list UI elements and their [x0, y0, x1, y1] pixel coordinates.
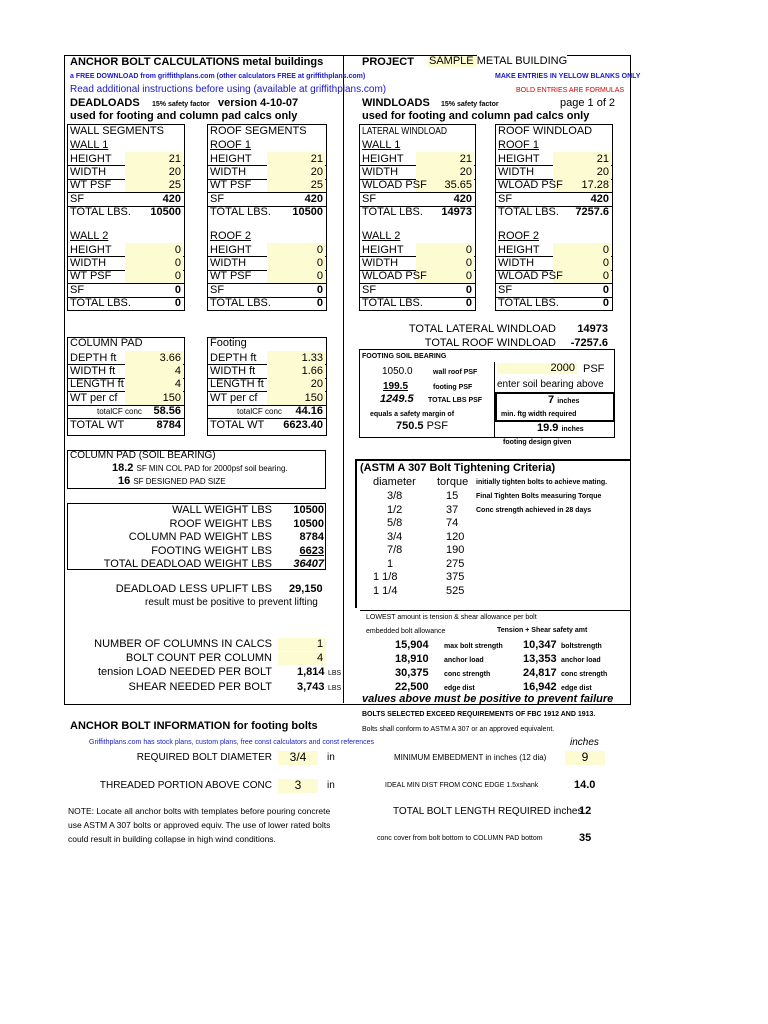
astm-torque: 37	[446, 503, 459, 516]
wind-wall1-value: 420	[453, 192, 472, 205]
dead-roof1-label: SF	[210, 192, 225, 205]
positive-note: result must be positive to prevent lifting	[145, 597, 318, 608]
wind-roof2-name: ROOF 2	[498, 230, 539, 242]
wind-roof1-label: WLOAD PSF	[498, 179, 563, 192]
dead-wall1-value: 10500	[150, 206, 181, 219]
inches-label: inches	[570, 737, 599, 748]
column-pad-value: 8784	[156, 418, 181, 431]
wind-roof1-label: SF	[498, 192, 513, 205]
wind-wall1-value: 14973	[441, 206, 472, 219]
footing-label: WT per cf	[210, 391, 258, 404]
wind-roof2-value[interactable]: 0	[602, 270, 609, 283]
dead-wall2-label: WT PSF	[70, 270, 112, 283]
wind-wall1-label: WIDTH	[362, 165, 399, 178]
astm-torque: 120	[446, 530, 465, 543]
info-title: ANCHOR BOLT INFORMATION for footing bolts	[70, 720, 318, 732]
dead-roof2-label: SF	[210, 283, 225, 296]
allow-bolt-value: 30,375	[395, 667, 429, 679]
column-pad-label: WT per cf	[70, 391, 118, 404]
note-line2: use ASTM A 307 bolts or approved equiv. The use of lower rated bolts	[68, 820, 331, 830]
total-roof-label: TOTAL ROOF WINDLOAD	[424, 337, 556, 349]
weight-label: WALL WEIGHT LBS	[172, 504, 272, 516]
dead-wall2-label: SF	[70, 283, 85, 296]
footing-label: WIDTH ft	[210, 364, 256, 377]
sheet-title: ANCHOR BOLT CALCULATIONS metal buildings	[70, 56, 324, 68]
wind-wall2-value[interactable]: 0	[465, 243, 472, 256]
dead-roof2-name: ROOF 2	[210, 230, 251, 242]
deadloads-safety: 15% safety factor	[152, 101, 210, 108]
footing-label: totalCF conc	[237, 406, 282, 416]
astm-torque: 15	[446, 490, 459, 502]
windloads-title: WINDLOADS	[362, 97, 430, 109]
astm-torque: 74	[446, 517, 459, 529]
dead-roof2-rule	[207, 283, 327, 284]
allowance-top-rule	[360, 610, 631, 611]
weight-value: 6623	[299, 544, 324, 557]
tension-shear-label: Tension + Shear safety amt	[497, 627, 588, 634]
column-pad-value[interactable]: 150	[162, 391, 181, 404]
edge-label: IDEAL MIN DIST FROM CONC EDGE 1.5xshank	[385, 782, 539, 789]
dead-roof2-value[interactable]: 0	[316, 243, 323, 256]
wind-roof1-label: TOTAL LBS.	[498, 206, 559, 219]
dead-wall2-name: WALL 2	[70, 230, 109, 242]
center-rule	[343, 55, 344, 703]
column-pad-value[interactable]: 4	[174, 364, 181, 377]
total-lateral-value: 14973	[577, 323, 608, 335]
column-soil-title: COLUMN PAD (SOIL BEARING)	[70, 450, 216, 461]
wind-roof1-value: 420	[590, 192, 609, 205]
column-pad-label: COLUMN PAD	[70, 337, 143, 349]
column-pad-label: totalCF conc	[97, 406, 142, 416]
design-width: 19.9 inches	[537, 422, 584, 434]
allow-bolt-label: anchor load	[444, 657, 484, 664]
column-row-value: 3,743	[297, 680, 325, 693]
dead-roof1-label: WT PSF	[210, 179, 252, 192]
astm-torque: 190	[446, 544, 465, 556]
astm-col-diameter: diameter	[373, 476, 416, 488]
column-row-value[interactable]: 4	[317, 652, 324, 665]
dead-roof1-value[interactable]: 25	[310, 179, 323, 192]
wind-roof2-label: SF	[498, 283, 513, 296]
deadloads-title: DEADLOADS	[70, 97, 140, 109]
roof-segments-label: ROOF SEGMENTS	[210, 125, 307, 137]
dead-roof1-name: ROOF 1	[210, 139, 251, 151]
footing-label: Footing	[210, 337, 247, 349]
make-entries-note: MAKE ENTRIES IN YELLOW BLANKS ONLY	[495, 73, 641, 80]
embedded-label: embedded bolt allowance	[366, 628, 446, 635]
soil-v3: 1249.5	[380, 393, 414, 405]
wind-wall2-rule	[359, 283, 476, 284]
dead-wall1-label: HEIGHT	[70, 152, 112, 165]
footing-value[interactable]: 1.33	[301, 351, 323, 364]
wind-wall2-value[interactable]: 0	[465, 270, 472, 283]
wind-roof1-label: WIDTH	[498, 165, 535, 178]
wind-roof2-label: TOTAL LBS.	[498, 297, 559, 310]
wind-roof1-name: ROOF 1	[498, 139, 539, 151]
cover-value: 35	[579, 832, 592, 844]
left-rule	[64, 55, 65, 705]
dead-wall2-rule	[67, 283, 185, 284]
astm-diameter: 7/8	[387, 544, 403, 556]
version-label: version 4-10-07	[218, 97, 299, 109]
wind-roof2-value[interactable]: 0	[602, 256, 609, 269]
weight-value: 8784	[299, 531, 324, 543]
wind-roof1-value[interactable]: 17.28	[581, 179, 609, 192]
dead-roof1-value[interactable]: 21	[310, 152, 323, 165]
wind-roof1-value[interactable]: 21	[596, 152, 609, 165]
allow-safety-value: 10,347	[523, 639, 557, 651]
astm-diameter: 3/8	[387, 490, 403, 502]
column-row-value: 1,814	[297, 666, 325, 679]
allow-bolt-value: 22,500	[395, 681, 429, 693]
wind-roof1-value: 7257.6	[575, 206, 609, 219]
embed-value[interactable]: 9	[565, 751, 605, 765]
astm-diameter: 1 1/8	[373, 571, 398, 583]
windloads-subtitle: used for footing and column pad calcs only	[362, 110, 590, 122]
dead-roof2-label: HEIGHT	[210, 243, 252, 256]
wind-wall1-label: SF	[362, 192, 377, 205]
allow-safety-value: 24,817	[523, 667, 557, 679]
wind-wall1-name: WALL 1	[362, 139, 401, 151]
astm-diameter: 1 1/4	[373, 584, 398, 597]
wind-wall2-label: WLOAD PSF	[362, 270, 427, 283]
dead-roof2-value: 0	[316, 283, 323, 296]
footing-label: LENGTH ft	[210, 378, 264, 391]
dead-wall2-value[interactable]: 0	[174, 270, 181, 283]
dead-wall1-value[interactable]: 25	[168, 179, 181, 192]
footing-value[interactable]: 150	[304, 391, 323, 404]
dead-roof2-value: 0	[316, 297, 323, 310]
wind-wall1-label: TOTAL LBS.	[362, 206, 423, 219]
astm-note3: Conc strength achieved in 28 days	[476, 507, 592, 514]
astm-col-torque: torque	[437, 476, 469, 488]
wind-wall2-label: WIDTH	[362, 256, 399, 269]
wind-wall1-value[interactable]: 20	[459, 165, 472, 178]
column-pad-label: DEPTH ft	[70, 351, 117, 364]
wind-roof2-value[interactable]: 0	[602, 243, 609, 256]
soil-v1: 1050.0	[382, 366, 413, 377]
project-name[interactable]: SAMPLE METAL BUILDING	[429, 55, 568, 67]
column-row-label: NUMBER OF COLUMNS IN CALCS	[94, 638, 272, 650]
dead-wall1-value[interactable]: 21	[168, 152, 181, 165]
dead-wall2-value: 0	[174, 283, 181, 296]
download-note[interactable]: a FREE DOWNLOAD from griffithplans.com (other calculators FREE at griffithplans.com)	[70, 73, 366, 80]
column-pad-label: LENGTH ft	[70, 378, 124, 391]
wind-wall2-value[interactable]: 0	[465, 256, 472, 269]
total-roof-value: -7257.6	[570, 337, 608, 349]
length-label: TOTAL BOLT LENGTH REQUIRED inches	[393, 806, 583, 817]
column-row-label: BOLT COUNT PER COLUMN	[125, 652, 272, 665]
wind-wall1-value[interactable]: 35.65	[444, 179, 472, 192]
weight-label: TOTAL DEADLOAD WEIGHT LBS	[103, 558, 272, 570]
wall-segments-label: WALL SEGMENTS	[70, 125, 164, 137]
soil-l2: footing PSF	[433, 384, 473, 391]
dead-wall2-label: WIDTH	[70, 256, 107, 269]
column-pad-value[interactable]: 4	[174, 378, 181, 391]
weight-value: 10500	[293, 517, 324, 530]
min-width: 7 inches	[548, 394, 580, 406]
allow-safety-label: boltstrength	[561, 643, 602, 650]
windloads-safety: 15% safety factor	[441, 101, 499, 108]
dead-roof1-label: TOTAL LBS.	[210, 206, 271, 219]
footing-value[interactable]: 20	[310, 378, 323, 391]
astm-torque: 375	[446, 571, 465, 583]
astm-diameter: 5/8	[387, 517, 403, 529]
dead-roof1-value[interactable]: 20	[310, 165, 323, 178]
less-uplift-label: DEADLOAD LESS UPLIFT LBS	[115, 583, 272, 595]
wind-wall1-label: WLOAD PSF	[362, 179, 427, 192]
thread-label: THREADED PORTION ABOVE CONC	[99, 780, 272, 791]
thread-unit: in	[327, 780, 335, 791]
wind-wall2-label: HEIGHT	[362, 243, 404, 256]
soil-enter-label: enter soil bearing above	[497, 379, 604, 390]
diam-input[interactable]: 3/4	[278, 751, 318, 765]
total-lateral-label: TOTAL LATERAL WINDLOAD	[408, 323, 556, 335]
allow-bolt-value: 18,910	[395, 653, 429, 665]
allow-safety-label: edge dist	[561, 685, 592, 692]
column-row-value[interactable]: 1	[317, 638, 324, 650]
diam-label: REQUIRED BOLT DIAMETER	[136, 752, 272, 763]
footing-value[interactable]: 1.66	[301, 364, 323, 377]
dead-wall2-value: 0	[174, 297, 181, 310]
deadloads-subtitle: used for footing and column pad calcs only	[70, 110, 298, 122]
project-label: PROJECT	[362, 56, 414, 68]
dead-roof2-label: WT PSF	[210, 270, 252, 283]
column-row-unit: LBS	[328, 684, 342, 692]
allow-safety-label: anchor load	[561, 657, 601, 664]
wind-roof2-label: WLOAD PSF	[498, 270, 563, 283]
wind-roof1-value[interactable]: 20	[596, 165, 609, 178]
wind-roof2-label: HEIGHT	[498, 243, 540, 256]
soil-title: FOOTING SOIL BEARING	[362, 353, 447, 360]
dead-wall2-label: TOTAL LBS.	[70, 297, 131, 310]
edge-value: 14.0	[574, 779, 596, 791]
dead-roof2-value[interactable]: 0	[316, 270, 323, 283]
stock-note[interactable]: Griffithplans.com has stock plans, custom plans, free const calculators and const references	[89, 739, 375, 746]
dead-roof1-value: 10500	[292, 206, 323, 219]
weight-value: 10500	[293, 504, 324, 516]
dead-wall1-value: 420	[162, 192, 181, 205]
footing-label: DEPTH ft	[210, 351, 257, 364]
wind-roof1-label: HEIGHT	[498, 152, 540, 165]
less-uplift-value: 29,150	[289, 583, 323, 595]
allowance-title: LOWEST amount is tension & shear allowance per bolt	[366, 614, 537, 621]
design-width-label: footing design given	[503, 439, 572, 446]
dead-roof2-label: WIDTH	[210, 256, 247, 269]
dead-wall1-value[interactable]: 20	[168, 165, 181, 178]
wind-wall1-value[interactable]: 21	[459, 152, 472, 165]
dead-wall1-name: WALL 1	[70, 139, 109, 151]
length-value: 12	[579, 805, 592, 817]
weight-label: FOOTING WEIGHT LBS	[151, 544, 272, 557]
dead-roof1-label: HEIGHT	[210, 152, 252, 165]
wind-wall2-label: SF	[362, 283, 377, 296]
astm-title: (ASTM A 307 Bolt Tightening Criteria)	[360, 462, 556, 474]
embed-label: MINIMUM EMBEDMENT in inches (12 dia)	[394, 753, 547, 762]
allow-bolt-label: max bolt strength	[444, 643, 503, 650]
weight-value: 36407	[293, 558, 324, 570]
cover-label: conc cover from bolt bottom to COLUMN PAD bottom	[377, 835, 543, 842]
lateral-windload-label: LATERAL WINDLOAD	[362, 126, 448, 137]
weight-label: COLUMN PAD WEIGHT LBS	[128, 531, 272, 543]
astm-diameter: 1	[387, 557, 394, 570]
dead-wall1-label: WT PSF	[70, 179, 112, 192]
soil-v2: 199.5	[383, 381, 409, 392]
page-number: page 1 of 2	[560, 97, 616, 109]
weight-label: ROOF WEIGHT LBS	[169, 517, 272, 530]
diam-unit: in	[327, 752, 335, 763]
note-line1: NOTE: Locate all anchor bolts with templates before pouring concrete	[68, 806, 331, 816]
allow-bolt-label: conc strength	[444, 671, 491, 678]
wind-wall2-value: 0	[465, 297, 472, 310]
dead-roof1-label: WIDTH	[210, 165, 247, 178]
soil-margin: 750.5 PSF	[396, 420, 448, 432]
column-pad-value: 58.56	[153, 405, 181, 418]
bold-entries-note: BOLD ENTRIES ARE FORMULAS	[516, 87, 625, 94]
column-pad-value[interactable]: 3.66	[159, 351, 181, 364]
soil-l1: wall roof PSF	[433, 369, 478, 376]
astm-diameter: 1/2	[387, 503, 403, 516]
conform-note: Bolts shall conform to ASTM A 307 or an approved equivalent.	[362, 726, 555, 733]
min-width-label: min. ftg width required	[501, 411, 577, 418]
column-row-label: SHEAR NEEDED PER BOLT	[128, 680, 272, 693]
wind-wall2-value: 0	[465, 283, 472, 296]
exceed-note: BOLTS SELECTED EXCEED REQUIREMENTS OF FBC 1912 AND 1913.	[362, 711, 596, 718]
dead-roof2-value[interactable]: 0	[316, 256, 323, 269]
note-line3: could result in building collapse in high wind conditions.	[68, 834, 276, 844]
column-pad-label: TOTAL WT	[70, 418, 125, 431]
column-row-unit: LBS	[328, 670, 342, 678]
footing-value: 6623.40	[283, 418, 323, 431]
column-soil-row2: 16 SF DESIGNED PAD SIZE	[118, 475, 226, 487]
astm-note1: initially tighten bolts to achieve mating.	[476, 479, 608, 486]
dead-wall1-label: WIDTH	[70, 165, 107, 178]
wind-roof2-value: 0	[602, 297, 609, 310]
column-row-label: tension LOAD NEEDED PER BOLT	[97, 666, 272, 679]
allow-safety-value: 16,942	[523, 681, 557, 693]
astm-diameter: 3/4	[387, 530, 403, 543]
soil-l3: TOTAL LBS PSF	[428, 397, 483, 404]
wind-wall2-name: WALL 2	[362, 230, 401, 242]
dead-roof1-value: 420	[304, 192, 323, 205]
astm-note2: Final Tighten Bolts measuring Torque	[476, 493, 602, 500]
dead-roof2-label: TOTAL LBS.	[210, 297, 271, 310]
wind-wall2-label: TOTAL LBS.	[362, 297, 423, 310]
allow-bolt-label: edge dist	[444, 685, 475, 692]
dead-wall2-label: HEIGHT	[70, 243, 112, 256]
wind-roof2-label: WIDTH	[498, 256, 535, 269]
soil-input-unit: PSF	[583, 363, 605, 375]
allow-safety-label: conc strength	[561, 671, 608, 678]
dead-wall2-value[interactable]: 0	[174, 243, 181, 256]
wind-roof2-value: 0	[602, 283, 609, 296]
allow-bolt-value: 15,904	[395, 639, 429, 651]
column-soil-row1: 18.2 SF MIN COL PAD for 2000psf soil bearing.	[112, 462, 288, 474]
thread-input[interactable]: 3	[278, 779, 318, 793]
read-note[interactable]: Read additional instructions before using (available at griffithplans.com)	[70, 84, 387, 95]
dead-wall1-label: TOTAL LBS.	[70, 206, 131, 219]
dead-wall1-label: SF	[70, 192, 85, 205]
allowance-warning: values above must be positive to prevent failure	[362, 693, 614, 705]
wind-wall1-label: HEIGHT	[362, 152, 404, 165]
astm-torque: 275	[446, 557, 465, 570]
soil-bearing-input[interactable]: 2000	[497, 363, 577, 374]
astm-torque: 525	[446, 584, 465, 597]
roof-windload-label: ROOF WINDLOAD	[498, 125, 593, 137]
wind-roof2-rule	[495, 283, 613, 284]
allow-safety-value: 13,353	[523, 653, 557, 665]
column-pad-label: WIDTH ft	[70, 364, 116, 377]
footing-value: 44.16	[295, 405, 323, 418]
dead-wall2-value[interactable]: 0	[174, 256, 181, 269]
footing-label: TOTAL WT	[210, 418, 265, 431]
soil-margin-label: equals a safety margin of	[370, 411, 455, 418]
